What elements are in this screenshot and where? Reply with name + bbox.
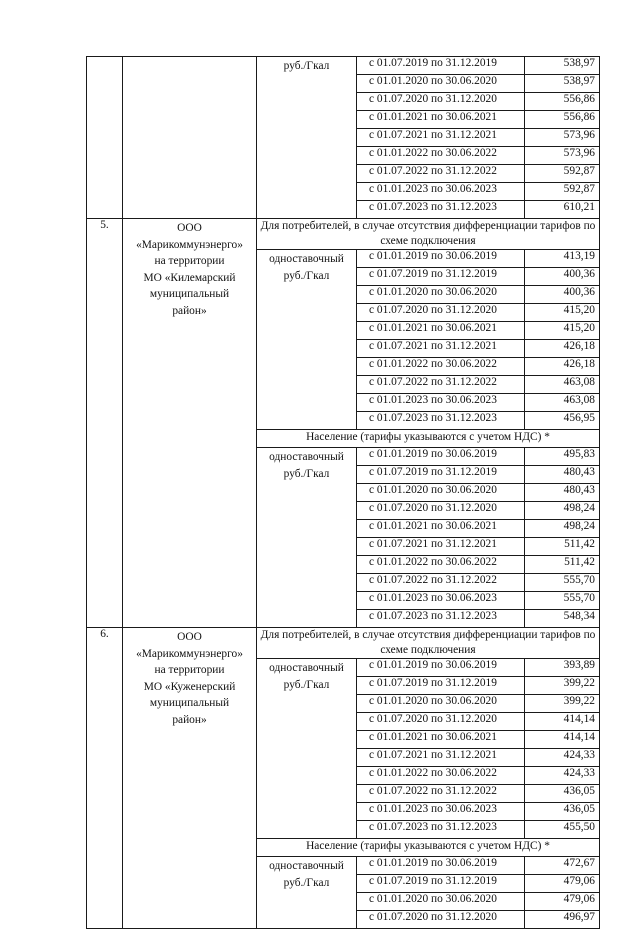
period-cell: с 01.07.2022 по 31.12.2022 [357,785,525,803]
period-cell: с 01.01.2023 по 30.06.2023 [357,803,525,821]
table-row [87,57,600,75]
period-cell: с 01.01.2022 по 30.06.2022 [357,358,525,376]
period-cell: с 01.01.2022 по 30.06.2022 [357,556,525,574]
tariff-value-cell: 498,24 [525,520,600,538]
unit-label: руб./Гкал [283,876,330,889]
group-header: Для потребителей, в случае отсутствия дифференциации тарифов по схеме подключения [257,628,600,659]
period-cell: с 01.01.2021 по 30.06.2021 [357,520,525,538]
org-name-line: на территории [154,664,225,676]
tariff-value-cell: 456,95 [525,412,600,430]
organization-cell [123,628,257,929]
period-cell: с 01.01.2021 по 30.06.2021 [357,322,525,340]
period-cell: с 01.07.2021 по 31.12.2021 [357,129,525,147]
tariff-value-cell: 480,43 [525,466,600,484]
tariff-value-cell: 399,22 [525,695,600,713]
tariff-value-cell: 556,86 [525,111,600,129]
number-cell [87,57,123,219]
period-cell: с 01.01.2020 по 30.06.2020 [357,286,525,304]
org-name-line: «Марикоммунэнерго» [136,647,243,660]
period-cell: с 01.07.2019 по 31.12.2019 [357,57,525,75]
organization-cell [123,57,257,219]
period-cell: с 01.07.2019 по 31.12.2019 [357,875,525,893]
tariff-value-cell: 495,83 [525,448,600,466]
period-cell: с 01.07.2020 по 31.12.2020 [357,93,525,111]
tariff-value-cell: 498,24 [525,502,600,520]
period-cell: с 01.07.2019 по 31.12.2019 [357,268,525,286]
period-cell: с 01.07.2021 по 31.12.2021 [357,538,525,556]
group-header-row [87,628,600,659]
group-header-row [87,219,600,250]
group-header: Население (тарифы указываются с учетом НДС) * [257,839,600,857]
tariff-value-cell: 496,97 [525,911,600,929]
period-cell: с 01.01.2020 по 30.06.2020 [357,695,525,713]
tariff-value-cell: 472,67 [525,857,600,875]
unit-label: одноставочный [269,662,344,674]
period-cell: с 01.01.2020 по 30.06.2020 [357,484,525,502]
tariff-value-cell: 436,05 [525,803,600,821]
tariff-value-cell: 400,36 [525,268,600,286]
period-cell: с 01.01.2019 по 30.06.2019 [357,250,525,268]
period-cell: с 01.01.2019 по 30.06.2019 [357,448,525,466]
tariff-value-cell: 555,70 [525,592,600,610]
tariff-value-cell: 573,96 [525,147,600,165]
tariff-value-cell: 463,08 [525,394,600,412]
tariff-value-cell: 480,43 [525,484,600,502]
period-cell: с 01.01.2023 по 30.06.2023 [357,394,525,412]
period-cell: с 01.07.2021 по 31.12.2021 [357,749,525,767]
period-cell: с 01.01.2019 по 30.06.2019 [357,857,525,875]
tariff-value-cell: 479,06 [525,893,600,911]
unit-label: одноставочный [269,451,344,463]
section-number: 5. [87,219,123,628]
period-cell: с 01.07.2023 по 31.12.2023 [357,821,525,839]
unit-label: руб./Гкал [283,678,330,691]
period-cell: с 01.07.2019 по 31.12.2019 [357,466,525,484]
tariff-value-cell: 455,50 [525,821,600,839]
section-number: 6. [87,628,123,929]
tariff-value-cell: 511,42 [525,556,600,574]
period-cell: с 01.01.2023 по 30.06.2023 [357,183,525,201]
tariff-value-cell: 426,18 [525,358,600,376]
period-cell: с 01.07.2020 по 31.12.2020 [357,911,525,929]
org-name-line: район» [172,304,207,317]
org-name-line: МО «Килемарский [143,271,236,284]
tariff-table [86,56,600,929]
period-cell: с 01.01.2021 по 30.06.2021 [357,731,525,749]
tariff-value-cell: 424,33 [525,767,600,785]
org-name-line: МО «Куженерский [143,680,236,693]
period-cell: с 01.07.2019 по 31.12.2019 [357,677,525,695]
org-name-line: на территории [154,255,225,267]
unit-cell [257,57,357,219]
unit-label: руб./Гкал [283,269,330,282]
tariff-value-cell: 538,97 [525,75,600,93]
period-cell: с 01.01.2020 по 30.06.2020 [357,75,525,93]
tariff-value-cell: 555,70 [525,574,600,592]
unit-cell [257,250,357,430]
tariff-value-cell: 479,06 [525,875,600,893]
period-cell: с 01.07.2020 по 31.12.2020 [357,304,525,322]
period-cell: с 01.07.2023 по 31.12.2023 [357,610,525,628]
group-header: Население (тарифы указываются с учетом НДС) * [257,430,600,448]
tariff-value-cell: 393,89 [525,659,600,677]
period-cell: с 01.01.2022 по 30.06.2022 [357,147,525,165]
tariff-value-cell: 548,34 [525,610,600,628]
period-cell: с 01.07.2023 по 31.12.2023 [357,201,525,219]
tariff-value-cell: 415,20 [525,322,600,340]
period-cell: с 01.01.2020 по 30.06.2020 [357,893,525,911]
tariff-value-cell: 415,20 [525,304,600,322]
tariff-value-cell: 556,86 [525,93,600,111]
org-name-line: ООО [177,631,202,643]
tariff-value-cell: 573,96 [525,129,600,147]
period-cell: с 01.01.2023 по 30.06.2023 [357,592,525,610]
tariff-value-cell: 592,87 [525,165,600,183]
tariff-value-cell: 610,21 [525,201,600,219]
tariff-value-cell: 414,14 [525,713,600,731]
organization-cell [123,219,257,628]
tariff-value-cell: 424,33 [525,749,600,767]
period-cell: с 01.07.2020 по 31.12.2020 [357,502,525,520]
unit-cell [257,448,357,628]
unit-label: одноставочный [269,253,344,265]
period-cell: с 01.07.2023 по 31.12.2023 [357,412,525,430]
group-header: Для потребителей, в случае отсутствия дифференциации тарифов по схеме подключения [257,219,600,250]
org-name-line: муниципальный [149,288,230,300]
tariff-value-cell: 592,87 [525,183,600,201]
period-cell: с 01.01.2022 по 30.06.2022 [357,767,525,785]
period-cell: с 01.07.2021 по 31.12.2021 [357,340,525,358]
period-cell: с 01.07.2020 по 31.12.2020 [357,713,525,731]
tariff-value-cell: 436,05 [525,785,600,803]
period-cell: с 01.07.2022 по 31.12.2022 [357,574,525,592]
org-name-line: ООО [177,222,202,234]
unit-cell [257,857,357,929]
unit-label: руб./Гкал [283,467,330,480]
tariff-value-cell: 538,97 [525,57,600,75]
period-cell: с 01.01.2021 по 30.06.2021 [357,111,525,129]
tariff-value-cell: 414,14 [525,731,600,749]
tariff-table-body [87,57,600,929]
org-name-line: муниципальный [149,697,230,709]
period-cell: с 01.07.2022 по 31.12.2022 [357,376,525,394]
period-cell: с 01.01.2019 по 30.06.2019 [357,659,525,677]
org-name-line: «Марикоммунэнерго» [136,238,243,251]
period-cell: с 01.07.2022 по 31.12.2022 [357,165,525,183]
tariff-value-cell: 400,36 [525,286,600,304]
tariff-value-cell: 511,42 [525,538,600,556]
tariff-value-cell: 426,18 [525,340,600,358]
tariff-value-cell: 463,08 [525,376,600,394]
tariff-value-cell: 413,19 [525,250,600,268]
org-name-line: район» [172,713,207,726]
unit-label: руб./Гкал [283,60,330,72]
tariff-value-cell: 399,22 [525,677,600,695]
unit-cell [257,659,357,839]
unit-label: одноставочный [269,860,344,872]
